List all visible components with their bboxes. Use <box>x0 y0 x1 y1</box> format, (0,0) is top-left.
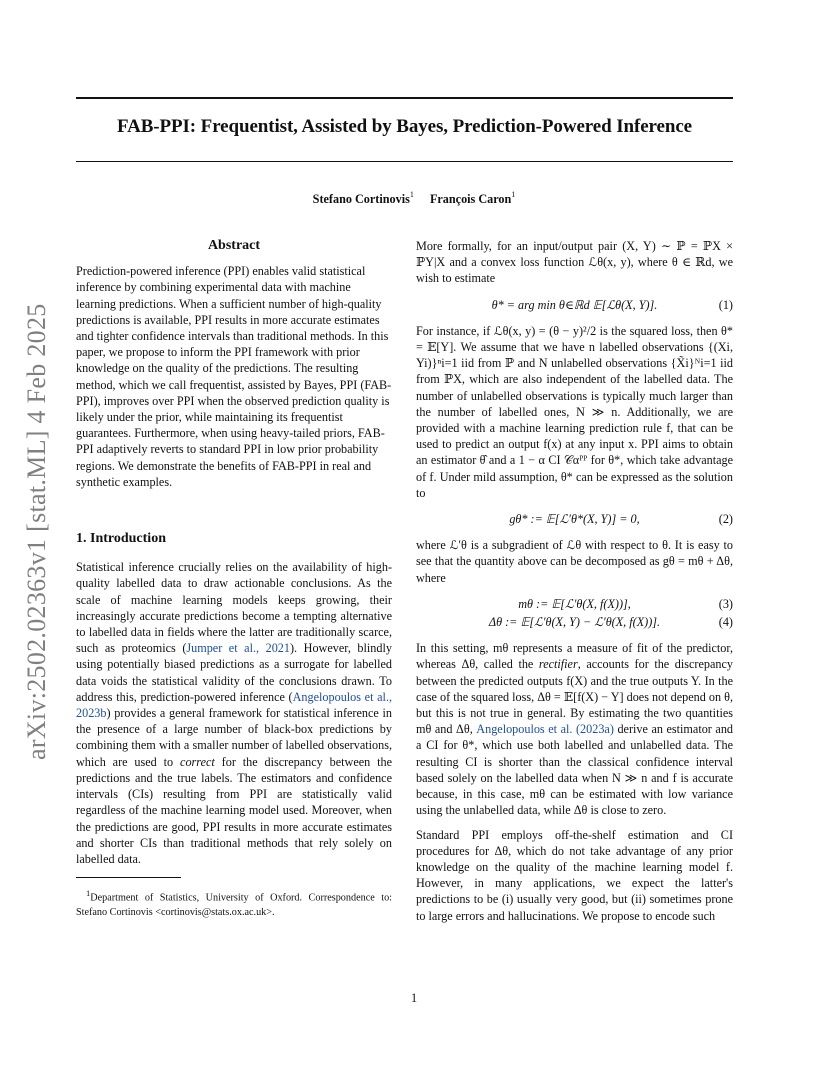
equation-1 <box>416 297 733 313</box>
body-paragraph: More formally, for an input/output pair (X, Y) ∼ ℙ = ℙX × ℙY|X and a convex loss function ℒθ(x, y), where θ ∈ ℝd, we wish to estimate <box>416 239 733 286</box>
body-paragraph: where ℒ′θ is a subgradient of ℒθ with respect to θ. It is easy to see that the quantity above can be decomposed as gθ = mθ + Δθ, where <box>416 538 733 585</box>
citation-link[interactable]: Jumper et al., 2021 <box>186 641 290 656</box>
author-list <box>0 190 828 207</box>
equation-body: Δθ := 𝔼[ℒ′θ(X, Y) − ℒ′θ(X, f(X))]. <box>488 615 661 630</box>
equation-body: mθ := 𝔼[ℒ′θ(X, f(X))], <box>518 596 631 611</box>
citation-link[interactable]: Angelopoulos et al., 2023b <box>76 689 392 721</box>
author-affiliation-mark: 1 <box>511 190 516 199</box>
equation-body: gθ* := 𝔼[ℒ′θ*(X, Y)] = 0, <box>509 512 640 527</box>
right-column <box>416 238 733 924</box>
equation-number: (2) <box>718 512 733 527</box>
equation-2 <box>416 511 733 527</box>
citation-link[interactable]: Angelopoulos et al. (2023a) <box>476 722 614 737</box>
footnote: $^1$Department of Statistics, University of Oxford. Correspondence to: Stefano Cortinovis <cortinovis@stats.ox.ac.uk>. <box>76 888 392 918</box>
author-affiliation-mark: 1 <box>409 190 414 199</box>
page-number: 1 <box>410 991 418 1005</box>
author-name: François Caron <box>429 192 512 206</box>
equation-number: (4) <box>718 615 733 630</box>
abstract-heading: Abstract <box>207 238 261 253</box>
title-rule-top <box>76 97 733 99</box>
left-column <box>76 238 392 920</box>
equation-number: (1) <box>718 297 733 312</box>
arxiv-stamp: arXiv:2502.02363v1 [stat.ML] 4 Feb 2025 <box>22 303 51 760</box>
equation-3 <box>416 596 733 612</box>
paper-title: FAB-PPI: Frequentist, Assisted by Bayes, Prediction-Powered Inference <box>116 116 692 137</box>
equation-body: θ* = arg min θ∈ℝd 𝔼[ℒθ(X, Y)]. <box>491 297 658 312</box>
author-name: Stefano Cortinovis <box>312 192 410 206</box>
body-paragraph: For instance, if ℒθ(x, y) = (θ − y)²/2 is the squared loss, then θ* = 𝔼[Y]. We assume that we have n labelled observations {(Xi, Yi)}ⁿi=1 iid from ℙ and N unlabelled observations {X̃i}ᴺi=1 iid from ℙX, which are also independent of the labelled data. The number of unlabelled observations is typically much larger than the number of labelled ones, N ≫ n. Additionally, we are provided with a machine learning prediction rule f, that can be used to predict an output f(x) at any input x. PPI aims to obtain an estimator θ̂ and a 1 − α CI 𝒞αᴾᴾ for θ*, which take advantage of f. Under mild assumption, θ* can be expressed as the solution to <box>416 323 733 500</box>
title-rule-bottom <box>76 161 733 162</box>
abstract-text: Prediction-powered inference (PPI) enables valid statistical inference by combining experimental data with machine learning predictions. When a sufficient number of high-quality predictions is available, PPI results in more accurate estimates and tighter confidence intervals than traditional methods. In this paper, we propose to inform the PPI framework with prior knowledge on the quality of the predictions. The resulting method, which we call frequentist, assisted by Bayes, PPI (FAB-PPI), improves over PPI when the observed prediction quality is likely under the prior, while maintaining its frequentist guarantees. Furthermore, when using heavy-tailed priors, FAB-PPI adaptively reverts to standard PPI in low prior probability regions. We demonstrate the benefits of FAB-PPI in real and synthetic examples. <box>76 264 392 489</box>
footnote-rule <box>76 877 181 878</box>
section-heading: 1. Introduction <box>76 531 166 547</box>
intro-paragraph: Statistical inference crucially relies on the availability of high-quality labelled data to draw actionable conclusions. As the scale of machine learning models keeps growing, their increasingly accurate predictions become a tempting alternative to labelled data in fields where the latter are traditionally scarce, such as proteomics (Jumper et al., 2021). However, blindly using potentially biased predictions as a surrogate for labelled data voids the statistical validity of the conclusions drawn. To address this, prediction-powered inference (Angelopoulos et al., 2023b) provides a general framework for statistical inference in the presence of a large number of black-box predictions by combining them with a smaller number of labelled observations, which are used to correct for the discrepancy between the predictions and the true labels. The estimators and confidence intervals (CIs) resulting from PPI are statistically valid regardless of the machine learning model used. Moreover, when the predictions are good, PPI results in more accurate estimates and shorter CIs than traditional methods that rely solely on labelled data. <box>76 560 393 866</box>
equation-number: (3) <box>718 596 733 611</box>
body-paragraph: Standard PPI employs off-the-shelf estimation and CI procedures for Δθ, which do not take advantage of any prior knowledge on the quality of the machine learning model f. However, in many applications, we expect the latter's predictions to be (i) usually very good, but (ii) sometimes prone to large errors and hallucinations. We propose to encode such <box>416 827 733 923</box>
body-paragraph: In this setting, mθ represents a measure of fit of the predictor, whereas Δθ, called the rectifier, accounts for the discrepancy between the predicted outputs f(X) and the true outputs Y. In the case of the squared loss, Δθ = 𝔼[f(X) − Y] does not depend on θ, but this is not true in general. By estimating the two quantities mθ and Δθ, Angelopoulos et al. (2023a) derive an estimator and a CI for θ*, which use both labelled and unlabelled data. The resulting CI is shorter than the classical confidence interval based solely on the labelled data when N ≫ n and f is accurate because, in this case, mθ can be estimated with low variance using the unlabelled data, while Δθ is close to zero. <box>416 641 734 818</box>
equation-4 <box>416 614 733 630</box>
